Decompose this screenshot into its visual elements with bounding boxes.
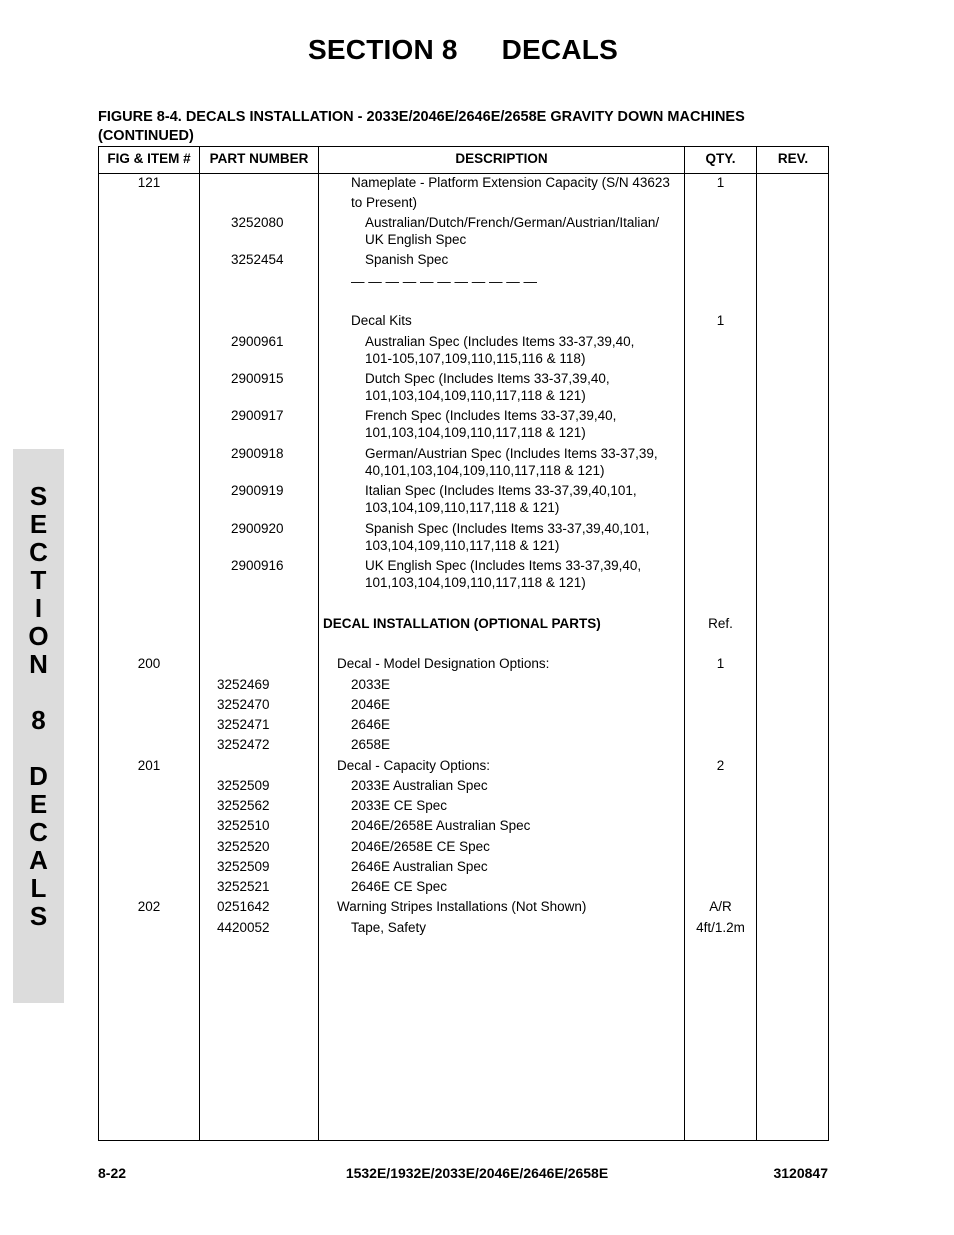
section-side-tab bbox=[13, 449, 64, 1003]
row-description-line: UK English Spec bbox=[365, 232, 467, 247]
row-description-line: 40,101,103,104,109,110,117,118 & 121) bbox=[365, 463, 605, 478]
row-description-line: 2046E/2658E Australian Spec bbox=[351, 818, 531, 833]
side-tab-letter: E bbox=[29, 509, 48, 539]
row-description-line: 2033E bbox=[351, 677, 391, 692]
row-part-number: 3252470 bbox=[217, 697, 270, 712]
row-description-line: 101,103,104,109,110,117,118 & 121) bbox=[365, 388, 586, 403]
row-part-number: 4420052 bbox=[217, 920, 270, 935]
row-part-number: 3252520 bbox=[217, 839, 270, 854]
parts-table bbox=[98, 146, 829, 1141]
side-tab-letter: E bbox=[29, 789, 48, 819]
header-qty: QTY. bbox=[705, 151, 736, 166]
row-description-line: Australian Spec (Includes Items 33-37,39,40, bbox=[365, 334, 635, 349]
row-item-number: 202 bbox=[137, 899, 161, 914]
row-description-line: 101,103,104,109,110,117,118 & 121) bbox=[365, 425, 586, 440]
row-description-line: Spanish Spec bbox=[365, 252, 449, 267]
side-tab-letter: O bbox=[28, 621, 49, 651]
header-description: DESCRIPTION bbox=[455, 151, 548, 166]
row-description-line: Spanish Spec (Includes Items 33-37,39,40,101, bbox=[365, 521, 650, 536]
row-description-line: Australian/Dutch/French/German/Austrian/Italian/ bbox=[365, 215, 660, 230]
row-description-line: 2046E/2658E CE Spec bbox=[351, 839, 490, 854]
row-description-line: Nameplate - Platform Extension Capacity (S/N 43623 bbox=[351, 175, 670, 190]
row-part-number: 2900916 bbox=[231, 558, 284, 573]
side-tab-letter: I bbox=[34, 593, 43, 623]
row-description-line: Italian Spec (Includes Items 33-37,39,40,101, bbox=[365, 483, 637, 498]
row-part-number: 3252454 bbox=[231, 252, 284, 267]
header-rev: REV. bbox=[777, 151, 809, 166]
row-description-line: — — — — — — — — — — — bbox=[351, 274, 538, 289]
row-description-line: Decal - Model Designation Options: bbox=[337, 656, 550, 671]
row-description-line: German/Austrian Spec (Includes Items 33-37,39, bbox=[365, 446, 658, 461]
row-item-number: 201 bbox=[137, 758, 161, 773]
row-part-number: 3252562 bbox=[217, 798, 270, 813]
side-tab-letter: S bbox=[29, 901, 48, 931]
row-description-line: Warning Stripes Installations (Not Shown) bbox=[337, 899, 587, 914]
row-description-line: to Present) bbox=[351, 195, 418, 210]
row-qty: A/R bbox=[709, 899, 732, 914]
section-header bbox=[0, 34, 926, 66]
row-qty: 1 bbox=[716, 656, 725, 671]
side-tab-letter: 8 bbox=[31, 705, 46, 735]
side-tab-letter: T bbox=[30, 565, 47, 595]
row-description-line: 2646E Australian Spec bbox=[351, 859, 488, 874]
side-tab-letter: N bbox=[29, 649, 48, 679]
row-description-line: Dutch Spec (Includes Items 33-37,39,40, bbox=[365, 371, 610, 386]
row-description-line: 103,104,109,110,117,118 & 121) bbox=[365, 500, 560, 515]
row-qty: 1 bbox=[716, 313, 725, 328]
side-tab-letter: S bbox=[29, 481, 48, 511]
side-tab-letter: D bbox=[29, 761, 48, 791]
row-qty: Ref. bbox=[708, 616, 733, 631]
model-list: 1532E/1932E/2033E/2046E/2646E/2658E bbox=[345, 1165, 609, 1181]
document-number: 3120847 bbox=[773, 1165, 828, 1181]
row-part-number: 2900919 bbox=[231, 483, 284, 498]
row-description-line: DECAL INSTALLATION (OPTIONAL PARTS) bbox=[323, 616, 601, 631]
section-number: SECTION 8 bbox=[308, 34, 458, 65]
figure-title-line2: (CONTINUED) bbox=[98, 128, 194, 144]
row-description-line: 2033E Australian Spec bbox=[351, 778, 488, 793]
header-item: FIG & ITEM # bbox=[107, 151, 191, 166]
row-part-number: 2900920 bbox=[231, 521, 284, 536]
row-description-line: 101,103,104,109,110,117,118 & 121) bbox=[365, 575, 586, 590]
row-description-line: Decal - Capacity Options: bbox=[337, 758, 491, 773]
row-description-line: 2658E bbox=[351, 737, 391, 752]
row-part-number: 0251642 bbox=[217, 899, 270, 914]
row-qty: 1 bbox=[716, 175, 725, 190]
row-description-line: 103,104,109,110,117,118 & 121) bbox=[365, 538, 560, 553]
column-divider bbox=[318, 147, 319, 1140]
row-qty: 4ft/1.2m bbox=[696, 920, 745, 935]
row-part-number: 3252471 bbox=[217, 717, 270, 732]
row-description-line: UK English Spec (Includes Items 33-37,39,40, bbox=[365, 558, 642, 573]
row-description-line: Tape, Safety bbox=[351, 920, 427, 935]
row-description-line: 2046E bbox=[351, 697, 391, 712]
row-part-number: 3252469 bbox=[217, 677, 270, 692]
row-description-line: 101-105,107,109,110,115,116 & 118) bbox=[365, 351, 586, 366]
side-tab-letter: L bbox=[30, 873, 47, 903]
column-divider bbox=[684, 147, 685, 1140]
row-part-number: 3252509 bbox=[217, 859, 270, 874]
section-name: DECALS bbox=[501, 34, 618, 65]
row-item-number: 200 bbox=[137, 656, 161, 671]
side-tab-letter: A bbox=[29, 845, 48, 875]
row-part-number: 3252521 bbox=[217, 879, 270, 894]
row-part-number: 2900961 bbox=[231, 334, 284, 349]
row-part-number: 3252509 bbox=[217, 778, 270, 793]
row-description-line: Decal Kits bbox=[351, 313, 412, 328]
side-tab-letter: C bbox=[29, 537, 48, 567]
column-divider bbox=[756, 147, 757, 1140]
row-part-number: 3252472 bbox=[217, 737, 270, 752]
row-part-number: 2900918 bbox=[231, 446, 284, 461]
row-item-number: 121 bbox=[137, 175, 161, 190]
figure-title bbox=[98, 108, 838, 146]
column-divider bbox=[199, 147, 200, 1140]
row-description-line: 2646E CE Spec bbox=[351, 879, 448, 894]
row-part-number: 3252510 bbox=[217, 818, 270, 833]
row-part-number: 2900915 bbox=[231, 371, 284, 386]
side-tab-letter: C bbox=[29, 817, 48, 847]
page-number: 8-22 bbox=[98, 1165, 127, 1181]
header-part-number: PART NUMBER bbox=[209, 151, 309, 166]
row-part-number: 2900917 bbox=[231, 408, 284, 423]
row-part-number: 3252080 bbox=[231, 215, 284, 230]
figure-title-line1: FIGURE 8-4. DECALS INSTALLATION - 2033E/2046E/2646E/2658E GRAVITY DOWN MACHINES bbox=[98, 109, 745, 125]
row-description-line: French Spec (Includes Items 33-37,39,40, bbox=[365, 408, 617, 423]
row-description-line: 2646E bbox=[351, 717, 391, 732]
row-description-line: 2033E CE Spec bbox=[351, 798, 448, 813]
row-qty: 2 bbox=[716, 758, 725, 773]
